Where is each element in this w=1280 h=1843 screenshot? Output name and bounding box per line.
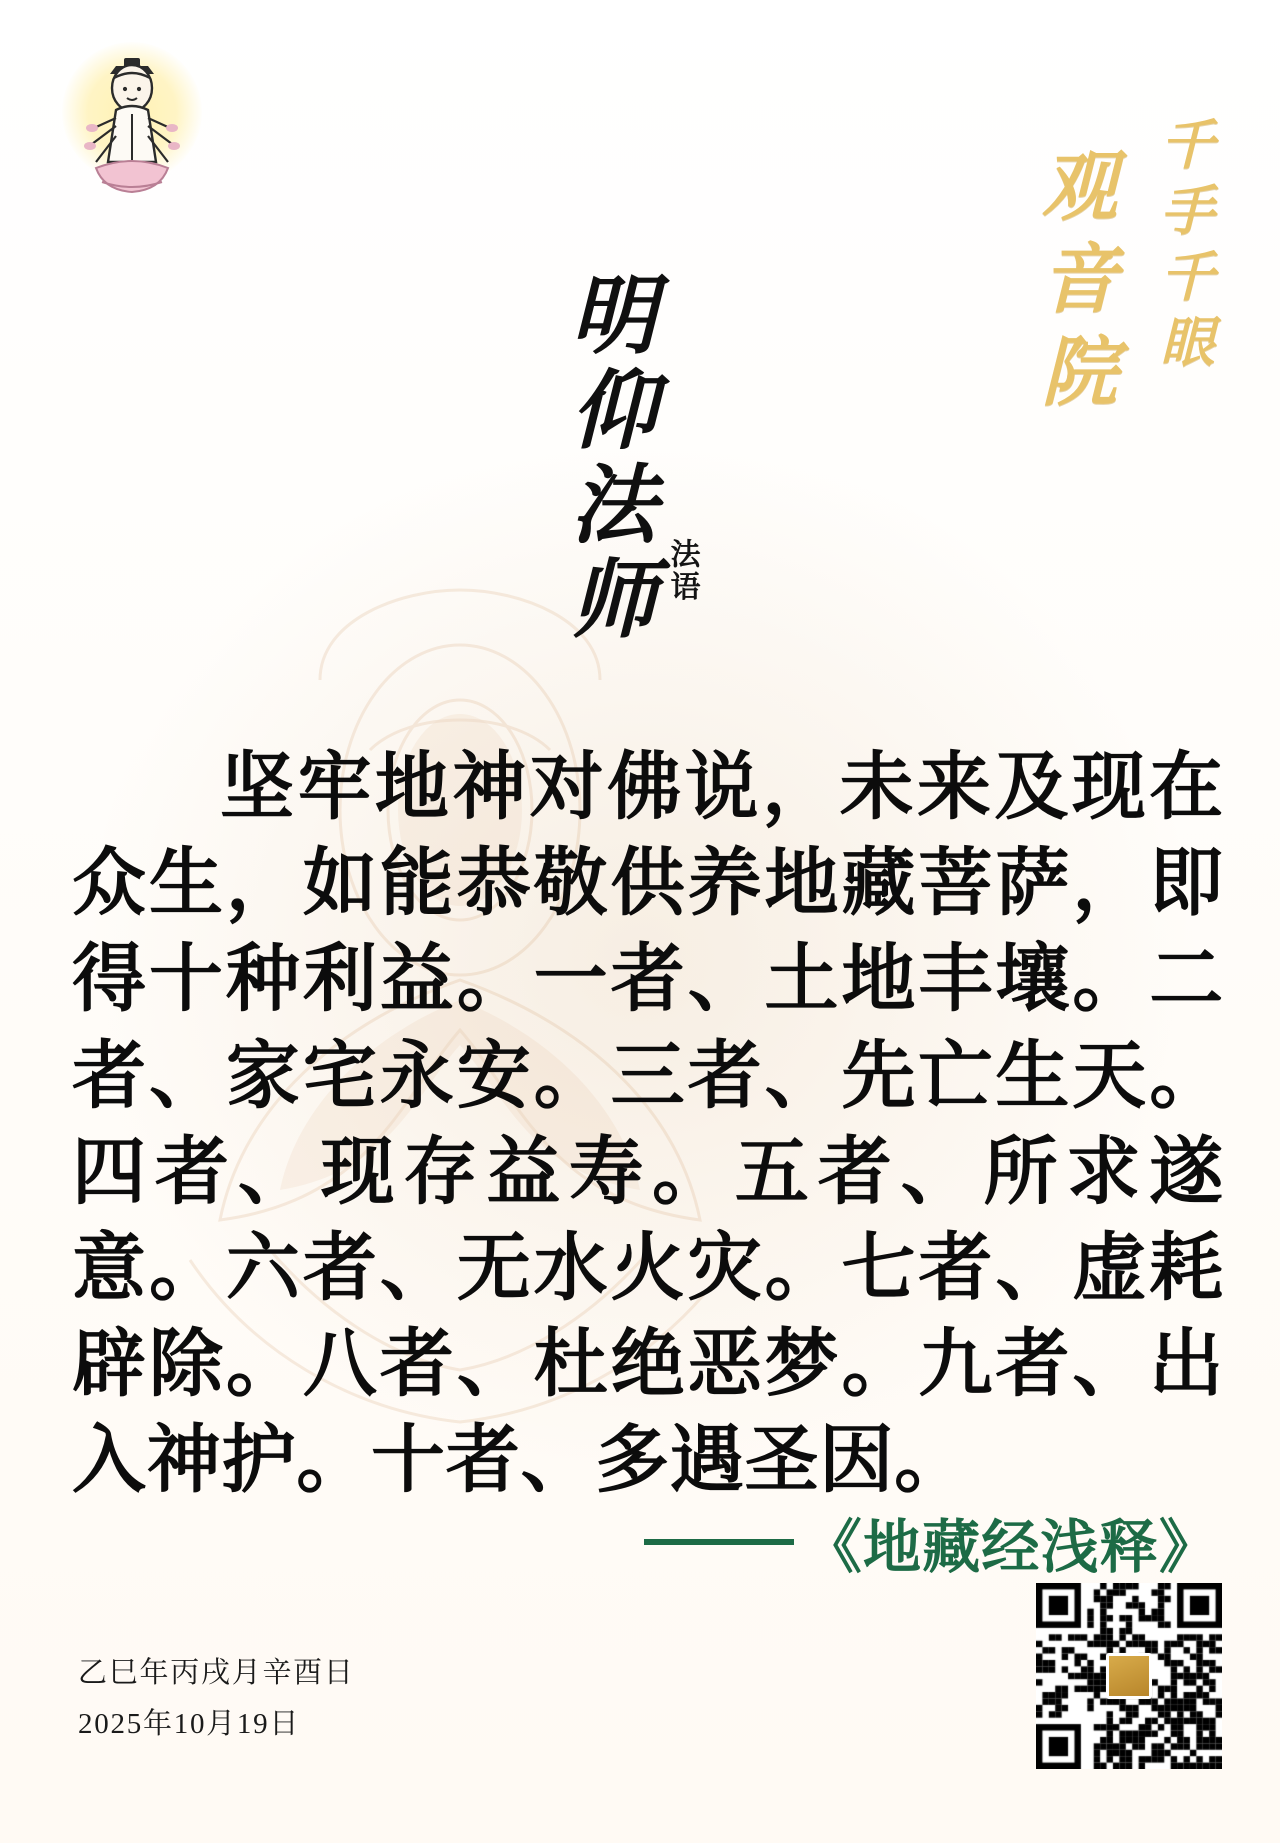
gold-calligraphy: [1018, 112, 1222, 424]
date-block: [78, 1651, 355, 1747]
bodhisattva-figure-icon: [76, 48, 188, 208]
date-gregorian: 2025年10月19日: [78, 1708, 301, 1741]
qr-center-logo: [1106, 1653, 1152, 1699]
master-name-block: [557, 270, 703, 649]
scripture-body: 坚牢地神对佛说，未来及现在众生，如能恭敬供养地藏菩萨，即得十种利益。一者、土地丰壤。二者、家宅永安。三者、先亡生天。四者、现存益寿。五者、所求遂意。六者、无水火灾。七者、虚耗辟除。八者、杜绝恶梦。九者、出入神护。十者、多遇圣因。: [72, 747, 1224, 1503]
source-title: 《地藏经浅释》: [803, 1515, 1218, 1580]
date-lunar: 乙巳年丙戌月辛酉日: [78, 1657, 355, 1690]
gold-calligraphy-left: 观音院: [1030, 146, 1114, 425]
source-attribution: [644, 1500, 1218, 1584]
master-name-suffix: 法语: [665, 538, 699, 603]
source-dash: [644, 1539, 794, 1545]
master-name: 明仰法师: [557, 270, 654, 649]
gold-calligraphy-right: 千手千眼: [1153, 116, 1213, 380]
qr-code-icon[interactable]: [1036, 1583, 1222, 1769]
